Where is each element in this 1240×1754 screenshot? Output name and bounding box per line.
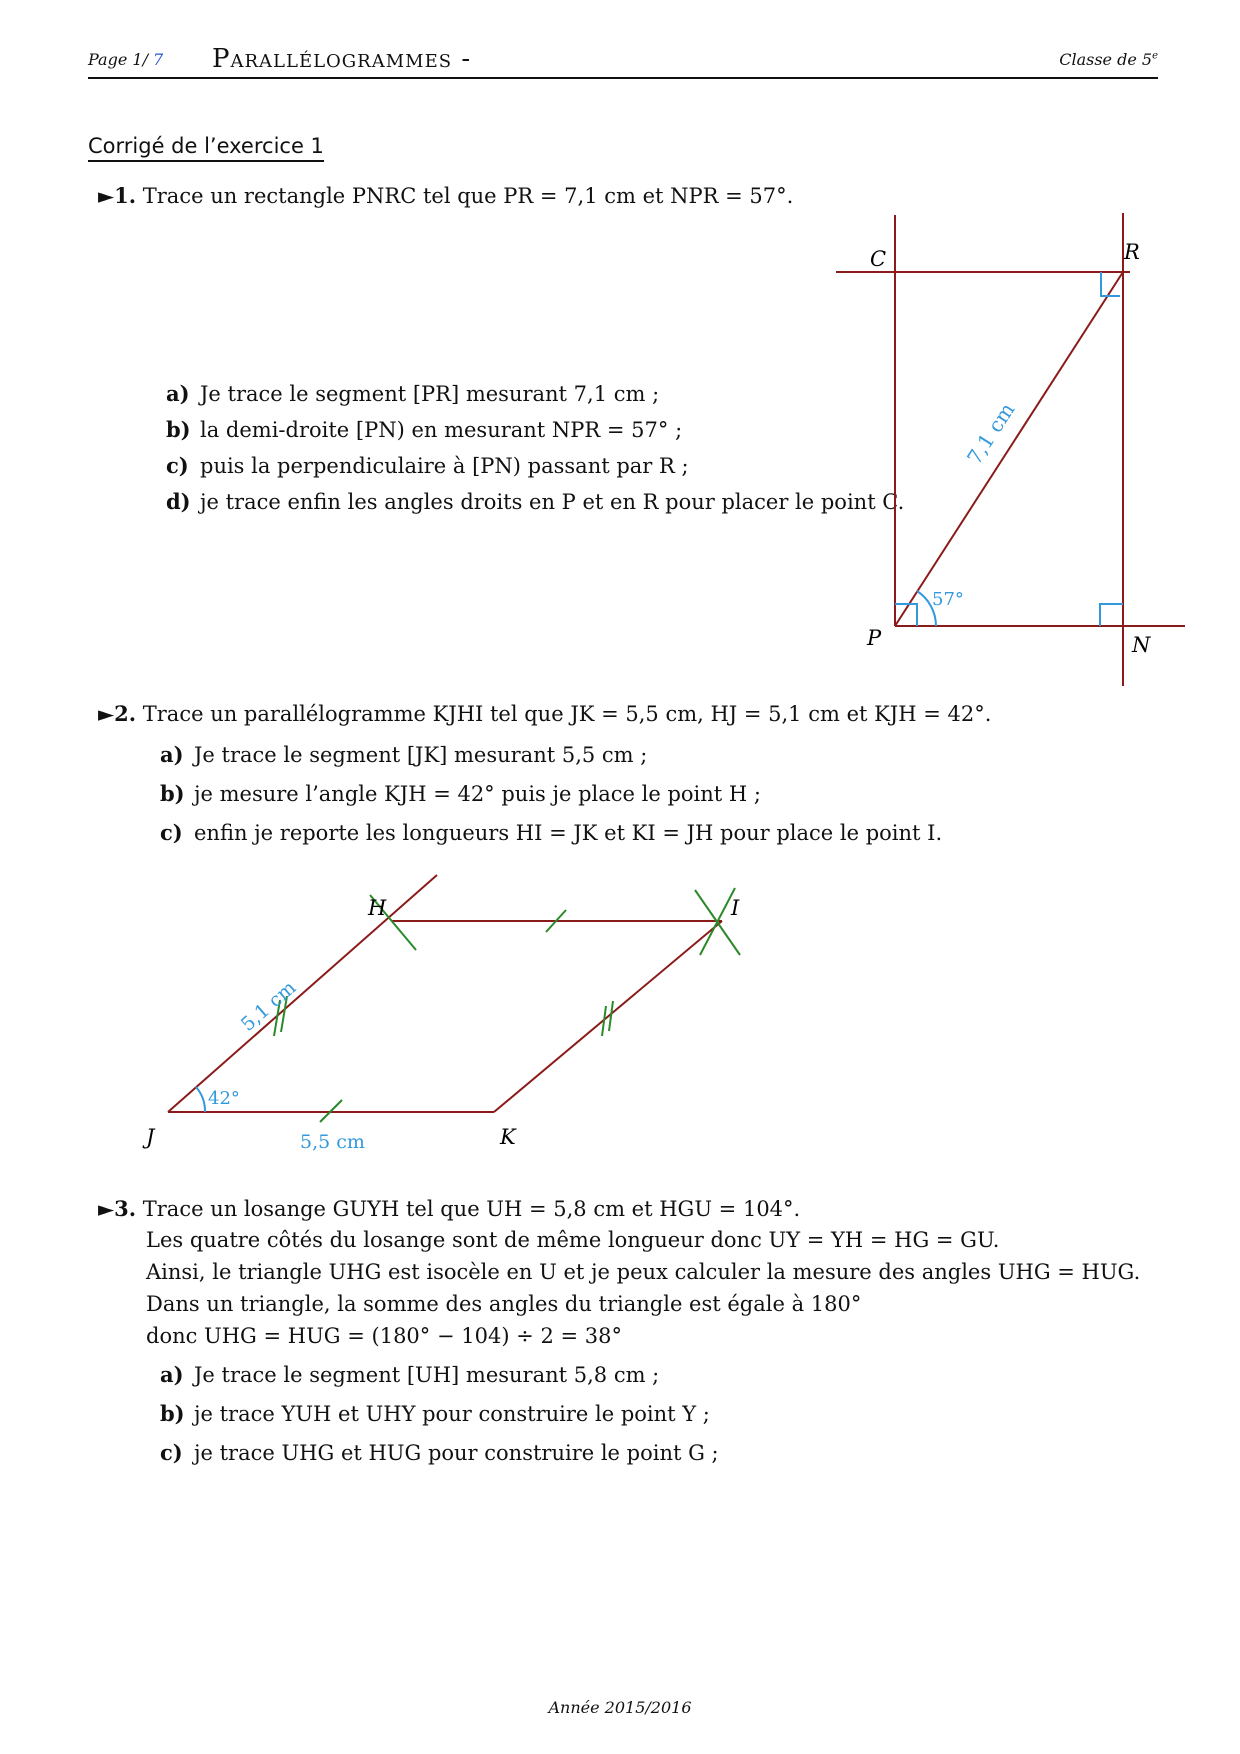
ex3-line-2: Ainsi, le triangle UHG est isocèle en U et je peux calculer la mesure des angles UHG = HUG. [146, 1260, 1141, 1284]
length-label-jh: 5,1 cm [236, 976, 301, 1036]
page-total-link[interactable]: 7 [153, 50, 164, 69]
point-c-label: C [870, 247, 887, 271]
page-number: Page 1/ 7 [88, 50, 164, 69]
ex3-line-3: Dans un triangle, la somme des angles du triangle est égale à 180° [146, 1292, 862, 1316]
point-h-label: H [368, 896, 387, 920]
point-r-label: R [1124, 240, 1140, 264]
angle-label-57: 57° [932, 589, 964, 610]
ex1-step-a: a) Je trace le segment [PR] mesurant 7,1 cm ; [166, 381, 660, 406]
angle-label-42: 42° [208, 1088, 240, 1109]
ex1-step-d: d) je trace enfin les angles droits en P et en R pour placer le point C. [166, 489, 905, 514]
point-p-label: P [867, 626, 882, 650]
ex1-step-b: b) la demi-droite [PN) en mesurant NPR = 57° ; [166, 417, 683, 442]
footer-year: Année 2015/2016 [548, 1698, 692, 1717]
rectangle-figure [0, 0, 1240, 720]
ex2-step-b: b) je mesure l’angle KJH = 42° puis je place le point H ; [160, 781, 761, 806]
point-j-label: J [146, 1125, 155, 1149]
ex3-block [98, 1196, 1140, 1358]
ex2-step-a: a) Je trace le segment [JK] mesurant 5,5 cm ; [160, 742, 648, 767]
point-i-label: I [731, 896, 740, 920]
right-angle-mark-n [1100, 604, 1123, 626]
angle-arc-42 [196, 1087, 205, 1112]
segment-jh [168, 875, 437, 1112]
document-title: Parallélogrammes - [212, 44, 472, 74]
section-title: Corrigé de l’exercice 1 [88, 134, 324, 162]
class-label: Classe de 5e [1059, 50, 1158, 69]
ex3-steps [160, 1362, 719, 1479]
point-n-label: N [1132, 633, 1151, 657]
ex3-step-b: b) je trace YUH et UHY pour construire le point Y ; [160, 1401, 710, 1426]
ex3-step-c: c) je trace UHG et HUG pour construire le point G ; [160, 1440, 719, 1465]
length-label-jk: 5,5 cm [300, 1131, 365, 1153]
length-label-pr: 7,1 cm [962, 398, 1020, 469]
segment-ki [494, 921, 722, 1112]
ex3-line-4: donc UHG = HUG = (180° − 104) ÷ 2 = 38° [146, 1324, 622, 1348]
ex3-statement: ►3. Trace un losange GUYH tel que UH = 5,8 cm et HGU = 104°. [98, 1196, 801, 1221]
ex1-step-c: c) puis la perpendiculaire à [PN) passant par R ; [166, 453, 689, 478]
point-k-label: K [500, 1125, 516, 1149]
ex3-line-1: Les quatre côtés du losange sont de même longueur donc UY = YH = HG = GU. [146, 1228, 1000, 1252]
ex1-statement: ►1. Trace un rectangle PNRC tel que PR = 7,1 cm et NPR = 57°. [98, 183, 794, 208]
ex2-step-c: c) enfin je reporte les longueurs HI = JK et KI = JH pour place le point I. [160, 820, 943, 845]
segment-pr [895, 272, 1123, 626]
ex3-step-a: a) Je trace le segment [UH] mesurant 5,8 cm ; [160, 1362, 660, 1387]
ex2-steps [160, 742, 942, 859]
ex2-statement: ►2. Trace un parallélogramme KJHI tel que JK = 5,5 cm, HJ = 5,1 cm et KJH = 42°. [98, 701, 992, 726]
parallelogram-figure [0, 860, 1240, 1160]
